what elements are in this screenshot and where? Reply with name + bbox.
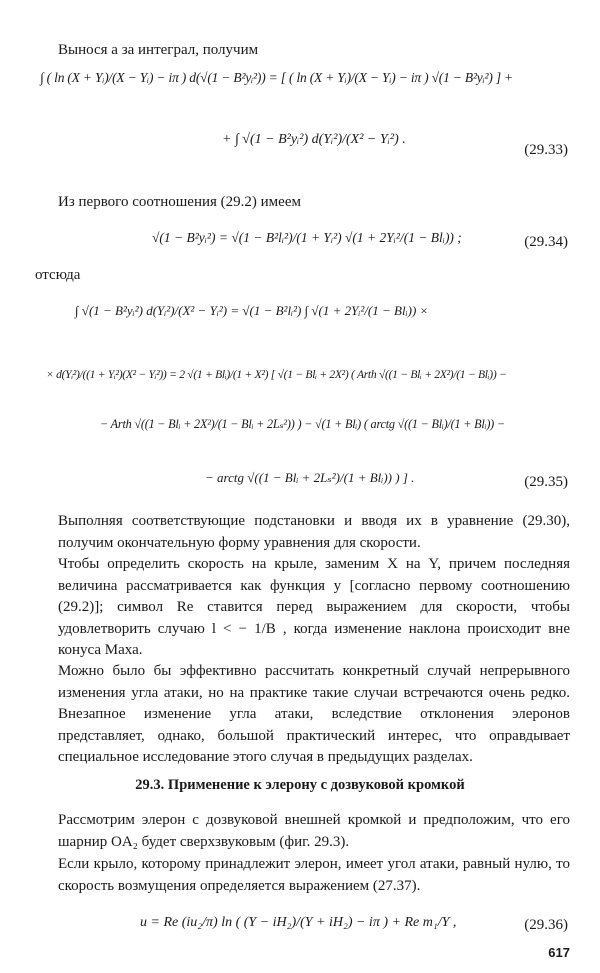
paragraph-aileron: Рассмотрим элерон с дозвуковой внешней кромкой и предположим, что его шарнир OA₂ будет сверхзвуковым (фиг. 29.3). [58, 812, 570, 850]
first-relation-line: Из первого соотношения (29.2) имеем [58, 194, 301, 210]
equation-number-29-36: (29.36) [524, 917, 568, 933]
page-number: 617 [548, 945, 570, 960]
paragraph-substitutions: Выполняя соответствующие подстановки и вводя их в уравнение (29.30), получим окончательную форму уравнения для скорости. [58, 513, 570, 551]
equation-29-33-line-2: + ∫ √(1 − B²yᵢ²) d(Yᵢ²)/(X² − Yᵢ²) . [222, 132, 406, 147]
paragraph-zero-angle: Если крыло, которому принадлежит элерон, имеет угол атаки, равный нулю, то скорость возмущения определяется выражением (27.37). [58, 856, 570, 894]
equation-29-35-line-3: − Arth √((1 − Blᵢ + 2X²)/(1 − Blᵢ + 2Lₛ²)) ) − √(1 + Blᵢ) ( arctg √((1 − Blᵢ)/(1 + Blᵢ)) − [100, 417, 505, 431]
equation-29-36: u = Re (iu₂/π) ln ( (Y − iH₂)/(Y + iH₂) − iπ ) + Re m₁/Y , [140, 915, 457, 930]
section-heading: 29.3. Применение к элерону с дозвуковой кромкой [135, 777, 465, 793]
paragraph-wing-velocity: Чтобы определить скорость на крыле, заменим X на Y, причем последняя величина рассматривается как функция y [согласно первому соотношению (29.2)]; символ Re ставится перед выражением для скорости, чтобы удовлетворить случаю l < − 1/B , когда изменение наклона происходит вне конуса Маха. [58, 556, 570, 658]
equation-number-29-35: (29.35) [524, 474, 568, 490]
equation-29-33-line-1: ∫ ( ln (X + Yᵢ)/(X − Yᵢ) − iπ ) d(√(1 − B²yᵢ²)) = [ ( ln (X + Yᵢ)/(X − Yᵢ) − iπ ) √(1 − B²yᵢ²) ] + [40, 70, 513, 85]
word-hence: отсюда [35, 267, 81, 283]
intro-line: Вынося a за интеграл, получим [58, 42, 259, 58]
equation-29-35-line-2: × d(Yᵢ²)/((1 + Yᵢ²)(X² − Yᵢ²)) = 2 √(1 + Blᵢ)/(1 + X²) [ √(1 − Blᵢ + 2X²) ( Arth √((1 − Blᵢ + 2X²)/(1 − Blᵢ)) − [46, 368, 507, 381]
equation-29-34: √(1 − B²yᵢ²) = √(1 − B²lᵢ²)/(1 + Yᵢ²) √(1 + 2Yᵢ²/(1 − Blᵢ)) ; [152, 230, 462, 245]
equation-number-29-34: (29.34) [524, 234, 568, 250]
equation-number-29-33: (29.33) [524, 142, 568, 158]
equation-29-35-line-1: ∫ √(1 − B²yᵢ²) d(Yᵢ²)/(X² − Yᵢ²) = √(1 − B²lᵢ²) ∫ √(1 + 2Yᵢ²/(1 − Blᵢ)) × [75, 303, 429, 318]
equation-29-35-line-4: − arctg √((1 − Blᵢ + 2Lₛ²)/(1 + Blᵢ)) ) ] . [205, 470, 415, 485]
paragraph-angle-of-attack: Можно было бы эффективно рассчитать конкретный случай непрерывного изменения угла атаки, но на практике такие случаи встречаются очень редко. Внезапное изменение угла атаки, вследствие отклонения элеронов представляет, однако, большой практический интерес, что оправдывает специальное исследование этого случая в предыдущих разделах. [58, 663, 570, 765]
